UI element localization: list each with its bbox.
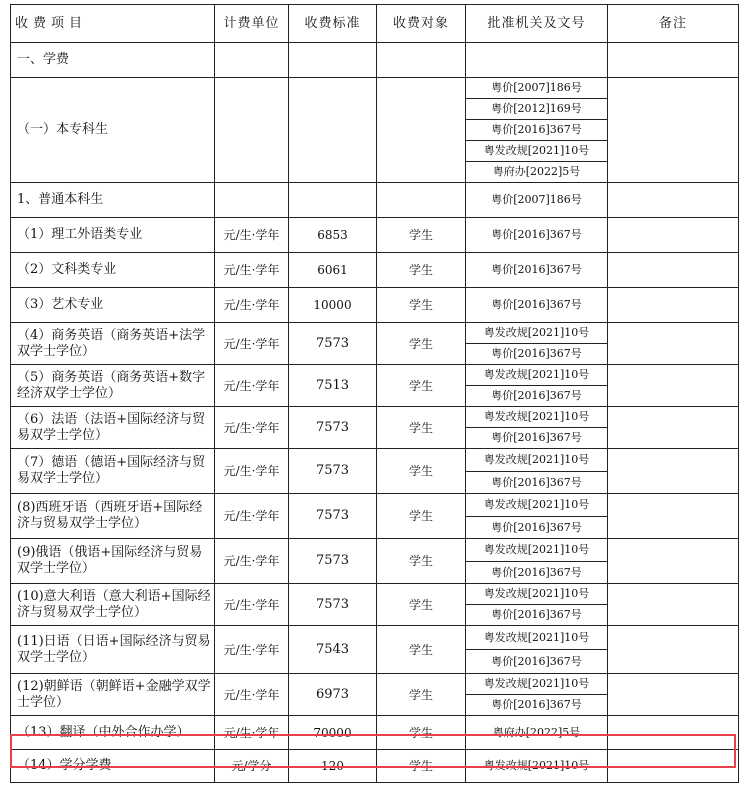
table-row (11, 674, 739, 695)
approval-doc: 粤价[2016]367号 (466, 472, 608, 494)
row-remarks (608, 218, 739, 253)
row-standard: 7573 (289, 539, 377, 584)
approval-doc: 粤价[2016]367号 (466, 288, 608, 323)
table-row (11, 253, 739, 288)
row-standard: 70000 (289, 716, 377, 750)
approval-doc: 粤发改规[2021]10号 (466, 365, 608, 386)
approval-doc: 粤价[2012]169号 (466, 99, 608, 120)
row-remarks (608, 750, 739, 783)
section-row-tuition (11, 43, 739, 78)
row-name: （5）商务英语（商务英语+数字经济双学士学位） (11, 365, 215, 407)
section-undergrad: （一）本专科生 (11, 78, 215, 183)
approval-doc: 粤发改规[2021]10号 (466, 626, 608, 650)
table-row (11, 584, 739, 605)
approval-doc: 粤发改规[2021]10号 (466, 407, 608, 428)
row-standard: 10000 (289, 288, 377, 323)
row-standard: 7573 (289, 494, 377, 539)
table-row (11, 218, 739, 253)
row-target: 学生 (377, 288, 466, 323)
row-name: （14）学分学费 (11, 750, 215, 783)
approval-doc: 粤府办[2022]5号 (466, 162, 608, 183)
row-unit: 元/生·学年 (215, 716, 289, 750)
approval-doc: 粤价[2016]367号 (466, 120, 608, 141)
row-name: （13）翻译（中外合作办学） (11, 716, 215, 750)
approval-doc: 粤价[2016]367号 (466, 562, 608, 584)
row-standard: 7573 (289, 449, 377, 494)
header-unit: 计费单位 (215, 5, 289, 43)
row-standard: 6061 (289, 253, 377, 288)
section-regular: 1、普通本科生 (11, 183, 215, 218)
row-standard: 6853 (289, 218, 377, 253)
row-target: 学生 (377, 449, 466, 494)
row-name: (12)朝鲜语（朝鲜语+金融学双学士学位） (11, 674, 215, 716)
row-name: (8)西班牙语（西班牙语+国际经济与贸易双学士学位） (11, 494, 215, 539)
approval-doc: 粤价[2016]367号 (466, 428, 608, 449)
row-remarks (608, 674, 739, 716)
row-remarks (608, 494, 739, 539)
section-row-regular (11, 183, 739, 218)
row-unit: 元/学分 (215, 750, 289, 783)
row-remarks (608, 365, 739, 407)
approval-doc: 粤价[2016]367号 (466, 605, 608, 626)
table-header-row (11, 5, 739, 43)
row-remarks (608, 626, 739, 674)
row-standard: 120 (289, 750, 377, 783)
row-target: 学生 (377, 584, 466, 626)
approval-doc: 粤发改规[2021]10号 (466, 539, 608, 562)
header-remarks: 备注 (608, 5, 739, 43)
row-standard: 7573 (289, 407, 377, 449)
row-target: 学生 (377, 365, 466, 407)
table-row (11, 323, 739, 344)
approval-doc: 粤价[2016]367号 (466, 253, 608, 288)
fee-table (10, 4, 739, 783)
row-target: 学生 (377, 539, 466, 584)
row-remarks (608, 288, 739, 323)
row-standard: 6973 (289, 674, 377, 716)
table-row (11, 539, 739, 562)
header-approval: 批准机关及文号 (466, 5, 608, 43)
row-unit: 元/生·学年 (215, 407, 289, 449)
approval-doc: 粤价[2007]186号 (466, 183, 608, 218)
approval-doc: 粤府办[2022]5号 (466, 716, 608, 750)
approval-doc: 粤发改规[2021]10号 (466, 494, 608, 517)
row-name: (9)俄语（俄语+国际经济与贸易双学士学位） (11, 539, 215, 584)
row-unit: 元/生·学年 (215, 449, 289, 494)
row-standard: 7543 (289, 626, 377, 674)
row-remarks (608, 323, 739, 365)
row-name: (11)日语（日语+国际经济与贸易双学士学位） (11, 626, 215, 674)
section-tuition: 一、学费 (11, 43, 215, 78)
header-standard: 收费标准 (289, 5, 377, 43)
row-unit: 元/生·学年 (215, 253, 289, 288)
table-row (11, 750, 739, 783)
row-name: （2）文科类专业 (11, 253, 215, 288)
row-remarks (608, 407, 739, 449)
approval-doc: 粤价[2016]367号 (466, 386, 608, 407)
table-row (11, 449, 739, 472)
row-target: 学生 (377, 674, 466, 716)
row-remarks (608, 539, 739, 584)
row-target: 学生 (377, 253, 466, 288)
row-unit: 元/生·学年 (215, 365, 289, 407)
row-unit: 元/生·学年 (215, 584, 289, 626)
table-row (11, 365, 739, 386)
row-unit: 元/生·学年 (215, 674, 289, 716)
table-row (11, 626, 739, 650)
row-unit: 元/生·学年 (215, 539, 289, 584)
row-remarks (608, 716, 739, 750)
row-standard: 7513 (289, 365, 377, 407)
row-unit: 元/生·学年 (215, 323, 289, 365)
row-unit: 元/生·学年 (215, 494, 289, 539)
row-name: （4）商务英语（商务英语+法学双学士学位） (11, 323, 215, 365)
row-name: （6）法语（法语+国际经济与贸易双学士学位） (11, 407, 215, 449)
row-target: 学生 (377, 323, 466, 365)
row-target: 学生 (377, 626, 466, 674)
row-standard: 7573 (289, 323, 377, 365)
header-target: 收费对象 (377, 5, 466, 43)
section-row-undergrad (11, 78, 739, 99)
approval-doc: 粤价[2016]367号 (466, 695, 608, 716)
row-remarks (608, 584, 739, 626)
row-unit: 元/生·学年 (215, 626, 289, 674)
row-target: 学生 (377, 750, 466, 783)
table-row-highlighted (11, 716, 739, 750)
approval-doc: 粤价[2016]367号 (466, 218, 608, 253)
approval-doc: 粤发改规[2021]10号 (466, 584, 608, 605)
row-name: （7）德语（德语+国际经济与贸易双学士学位） (11, 449, 215, 494)
header-item: 收费项目 (11, 5, 215, 43)
row-remarks (608, 449, 739, 494)
row-target: 学生 (377, 407, 466, 449)
row-target: 学生 (377, 716, 466, 750)
row-target: 学生 (377, 494, 466, 539)
approval-doc: 粤价[2016]367号 (466, 344, 608, 365)
table-row (11, 494, 739, 517)
approval-doc: 粤价[2016]367号 (466, 650, 608, 674)
row-name: （3）艺术专业 (11, 288, 215, 323)
row-target: 学生 (377, 218, 466, 253)
approval-doc: 粤发改规[2021]10号 (466, 141, 608, 162)
approval-doc: 粤发改规[2021]10号 (466, 323, 608, 344)
row-name: （1）理工外语类专业 (11, 218, 215, 253)
table-row (11, 407, 739, 428)
approval-doc: 粤发改规[2021]10号 (466, 449, 608, 472)
approval-doc: 粤价[2016]367号 (466, 517, 608, 539)
row-unit: 元/生·学年 (215, 288, 289, 323)
approval-doc: 粤价[2007]186号 (466, 78, 608, 99)
row-remarks (608, 253, 739, 288)
row-name: (10)意大利语（意大利语+国际经济与贸易双学士学位） (11, 584, 215, 626)
row-standard: 7573 (289, 584, 377, 626)
approval-doc: 粤发改规[2021]10号 (466, 750, 608, 783)
table-row (11, 288, 739, 323)
approval-doc: 粤发改规[2021]10号 (466, 674, 608, 695)
row-unit: 元/生·学年 (215, 218, 289, 253)
